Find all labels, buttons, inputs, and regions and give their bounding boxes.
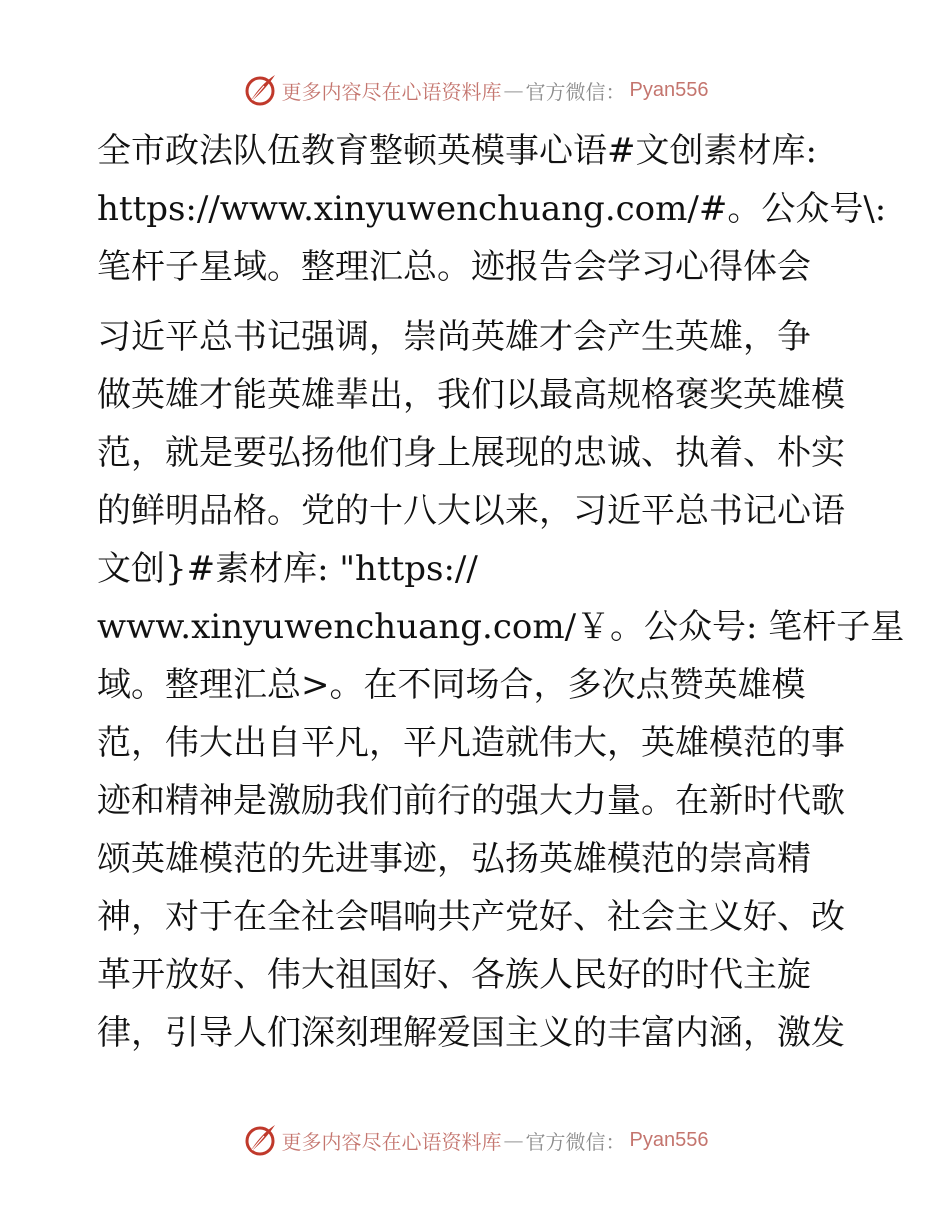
body-line: 迹和精神是激励我们前行的强大力量。在新时代歌: [97, 781, 845, 821]
footer-banner: [0, 1120, 950, 1160]
document-body: [97, 122, 905, 1062]
title-line: https://www.xinyuwenchuang.com/#。公众号\:: [97, 189, 887, 229]
body-line: 律，引导人们深刻理解爱国主义的丰富内涵，激发: [97, 1013, 845, 1053]
body-line: 习近平总书记强调，崇尚英雄才会产生英雄，争: [97, 317, 811, 357]
body-line: 颂英雄模范的先进事迹，弘扬英雄模范的崇高精: [97, 839, 811, 879]
banner-official-text: 官方微信：: [525, 1129, 626, 1154]
red-feather-pen-logo-icon: [242, 1122, 278, 1158]
title-line: 全市政法队伍教育整顿英模事心语#文创素材库:: [97, 131, 817, 171]
body-line: 革开放好、伟大祖国好、各族人民好的时代主旋: [97, 955, 811, 995]
banner-site-text: 更多内容尽在心语资料库: [281, 1129, 502, 1154]
body-line: 范，伟大出自平凡，平凡造就伟大，英雄模范的事: [97, 723, 845, 763]
paragraph-gap: [97, 296, 857, 308]
body-line: 范，就是要弘扬他们身上展现的忠诚、执着、朴实: [97, 433, 845, 473]
body-line: 做英雄才能英雄辈出，我们以最高规格褒奖英雄模: [97, 375, 845, 415]
banner-wechat-id: Pyan556: [629, 1128, 709, 1151]
body-line: 神，对于在全社会唱响共产党好、社会主义好、改: [97, 897, 845, 937]
body-line: 的鲜明品格。党的十八大以来，习近平总书记心语: [97, 491, 845, 531]
banner-dash: —: [503, 1128, 524, 1152]
body-line: 文创}#素材库: "https://: [97, 549, 478, 589]
red-feather-pen-logo-icon: [242, 72, 278, 108]
banner-wechat-id: Pyan556: [629, 78, 709, 101]
banner-dash: —: [503, 78, 524, 102]
banner-official-text: 官方微信：: [525, 79, 626, 104]
body-line: www.xinyuwenchuang.com/￥。公众号: 笔杆子星: [97, 607, 905, 647]
header-banner: [0, 70, 950, 110]
title-line: 笔杆子星域。整理汇总。迹报告会学习心得体会: [97, 247, 811, 287]
banner-site-text: 更多内容尽在心语资料库: [281, 79, 502, 104]
body-line: 域。整理汇总>。在不同场合，多次点赞英雄模: [97, 665, 806, 705]
